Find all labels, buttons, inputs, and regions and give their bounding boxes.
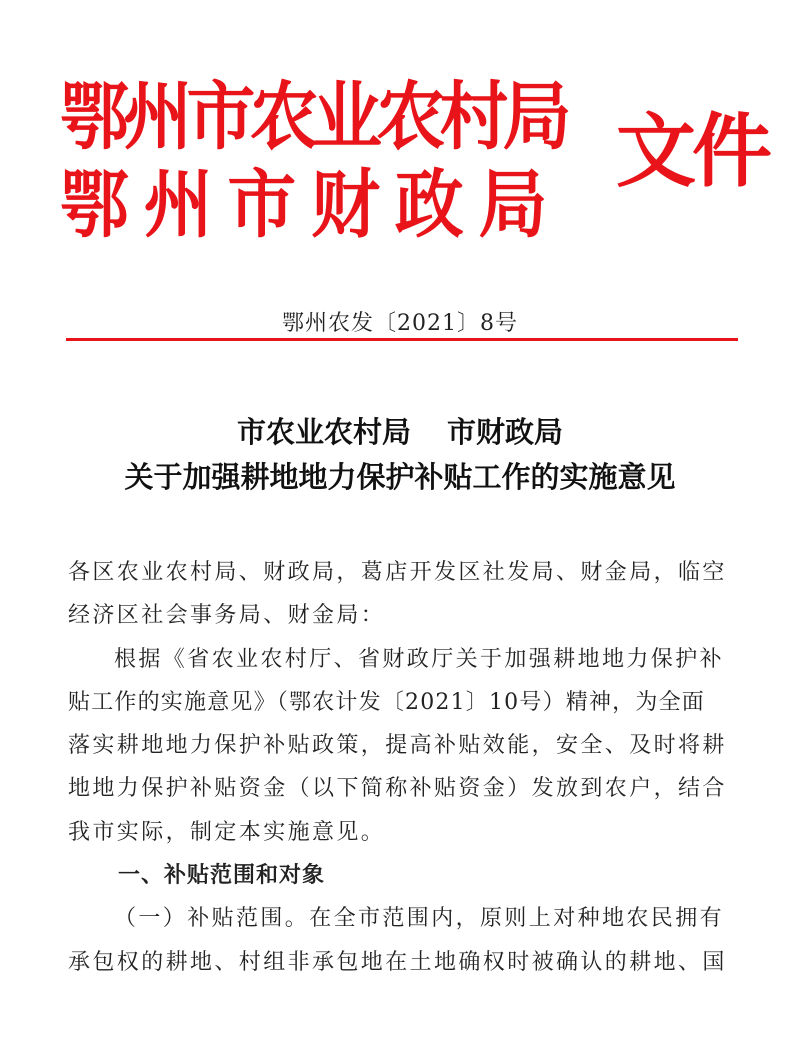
body-line: 贴工作的实施意见》（鄂农计发〔2021〕10号）精神，为全面 — [68, 689, 705, 715]
body-text — [68, 551, 740, 984]
body-line: 各区农业农村局、财政局，葛店开发区社发局、财金局，临空 — [68, 560, 727, 585]
title-issuer-1: 市农业农村局 — [236, 415, 411, 449]
body-line: 落实耕地地力保护补贴政策，提高补贴效能，安全、及时将耕 — [68, 733, 727, 759]
body-line: 地地力保护补贴资金（以下简称补贴资金）发放到农户，结合 — [68, 776, 727, 802]
red-divider — [66, 338, 738, 341]
letterhead — [60, 72, 768, 252]
body-line: 我市实际，制定本实施意见。 — [68, 819, 386, 845]
body-line: 经济区社会事务局、财金局： — [68, 603, 386, 629]
body-line: （一）补贴范围。在全市范围内，原则上对种地农民拥有 — [114, 906, 725, 932]
title-line-2: 关于加强耕地地力保护补贴工作的实施意见 — [124, 460, 676, 494]
title-issuer-2: 市财政局 — [447, 415, 564, 449]
body-line: 承包权的耕地、村组非承包地在土地确权时被确认的耕地、国 — [68, 949, 727, 975]
letterhead-suffix: 文件 — [616, 105, 768, 198]
issuer-agriculture-bureau: 鄂州市农业农村局 — [60, 74, 566, 160]
document-number: 鄂州农发〔2021〕8号 — [282, 311, 518, 336]
section-heading: 一、补贴范围和对象 — [118, 863, 326, 889]
body-line: 根据《省农业农村厅、省财政厅关于加强耕地地力保护补 — [114, 646, 725, 672]
issuer-finance-bureau: 鄂州市财政局 — [60, 162, 563, 248]
title-line-1 — [0, 410, 800, 451]
